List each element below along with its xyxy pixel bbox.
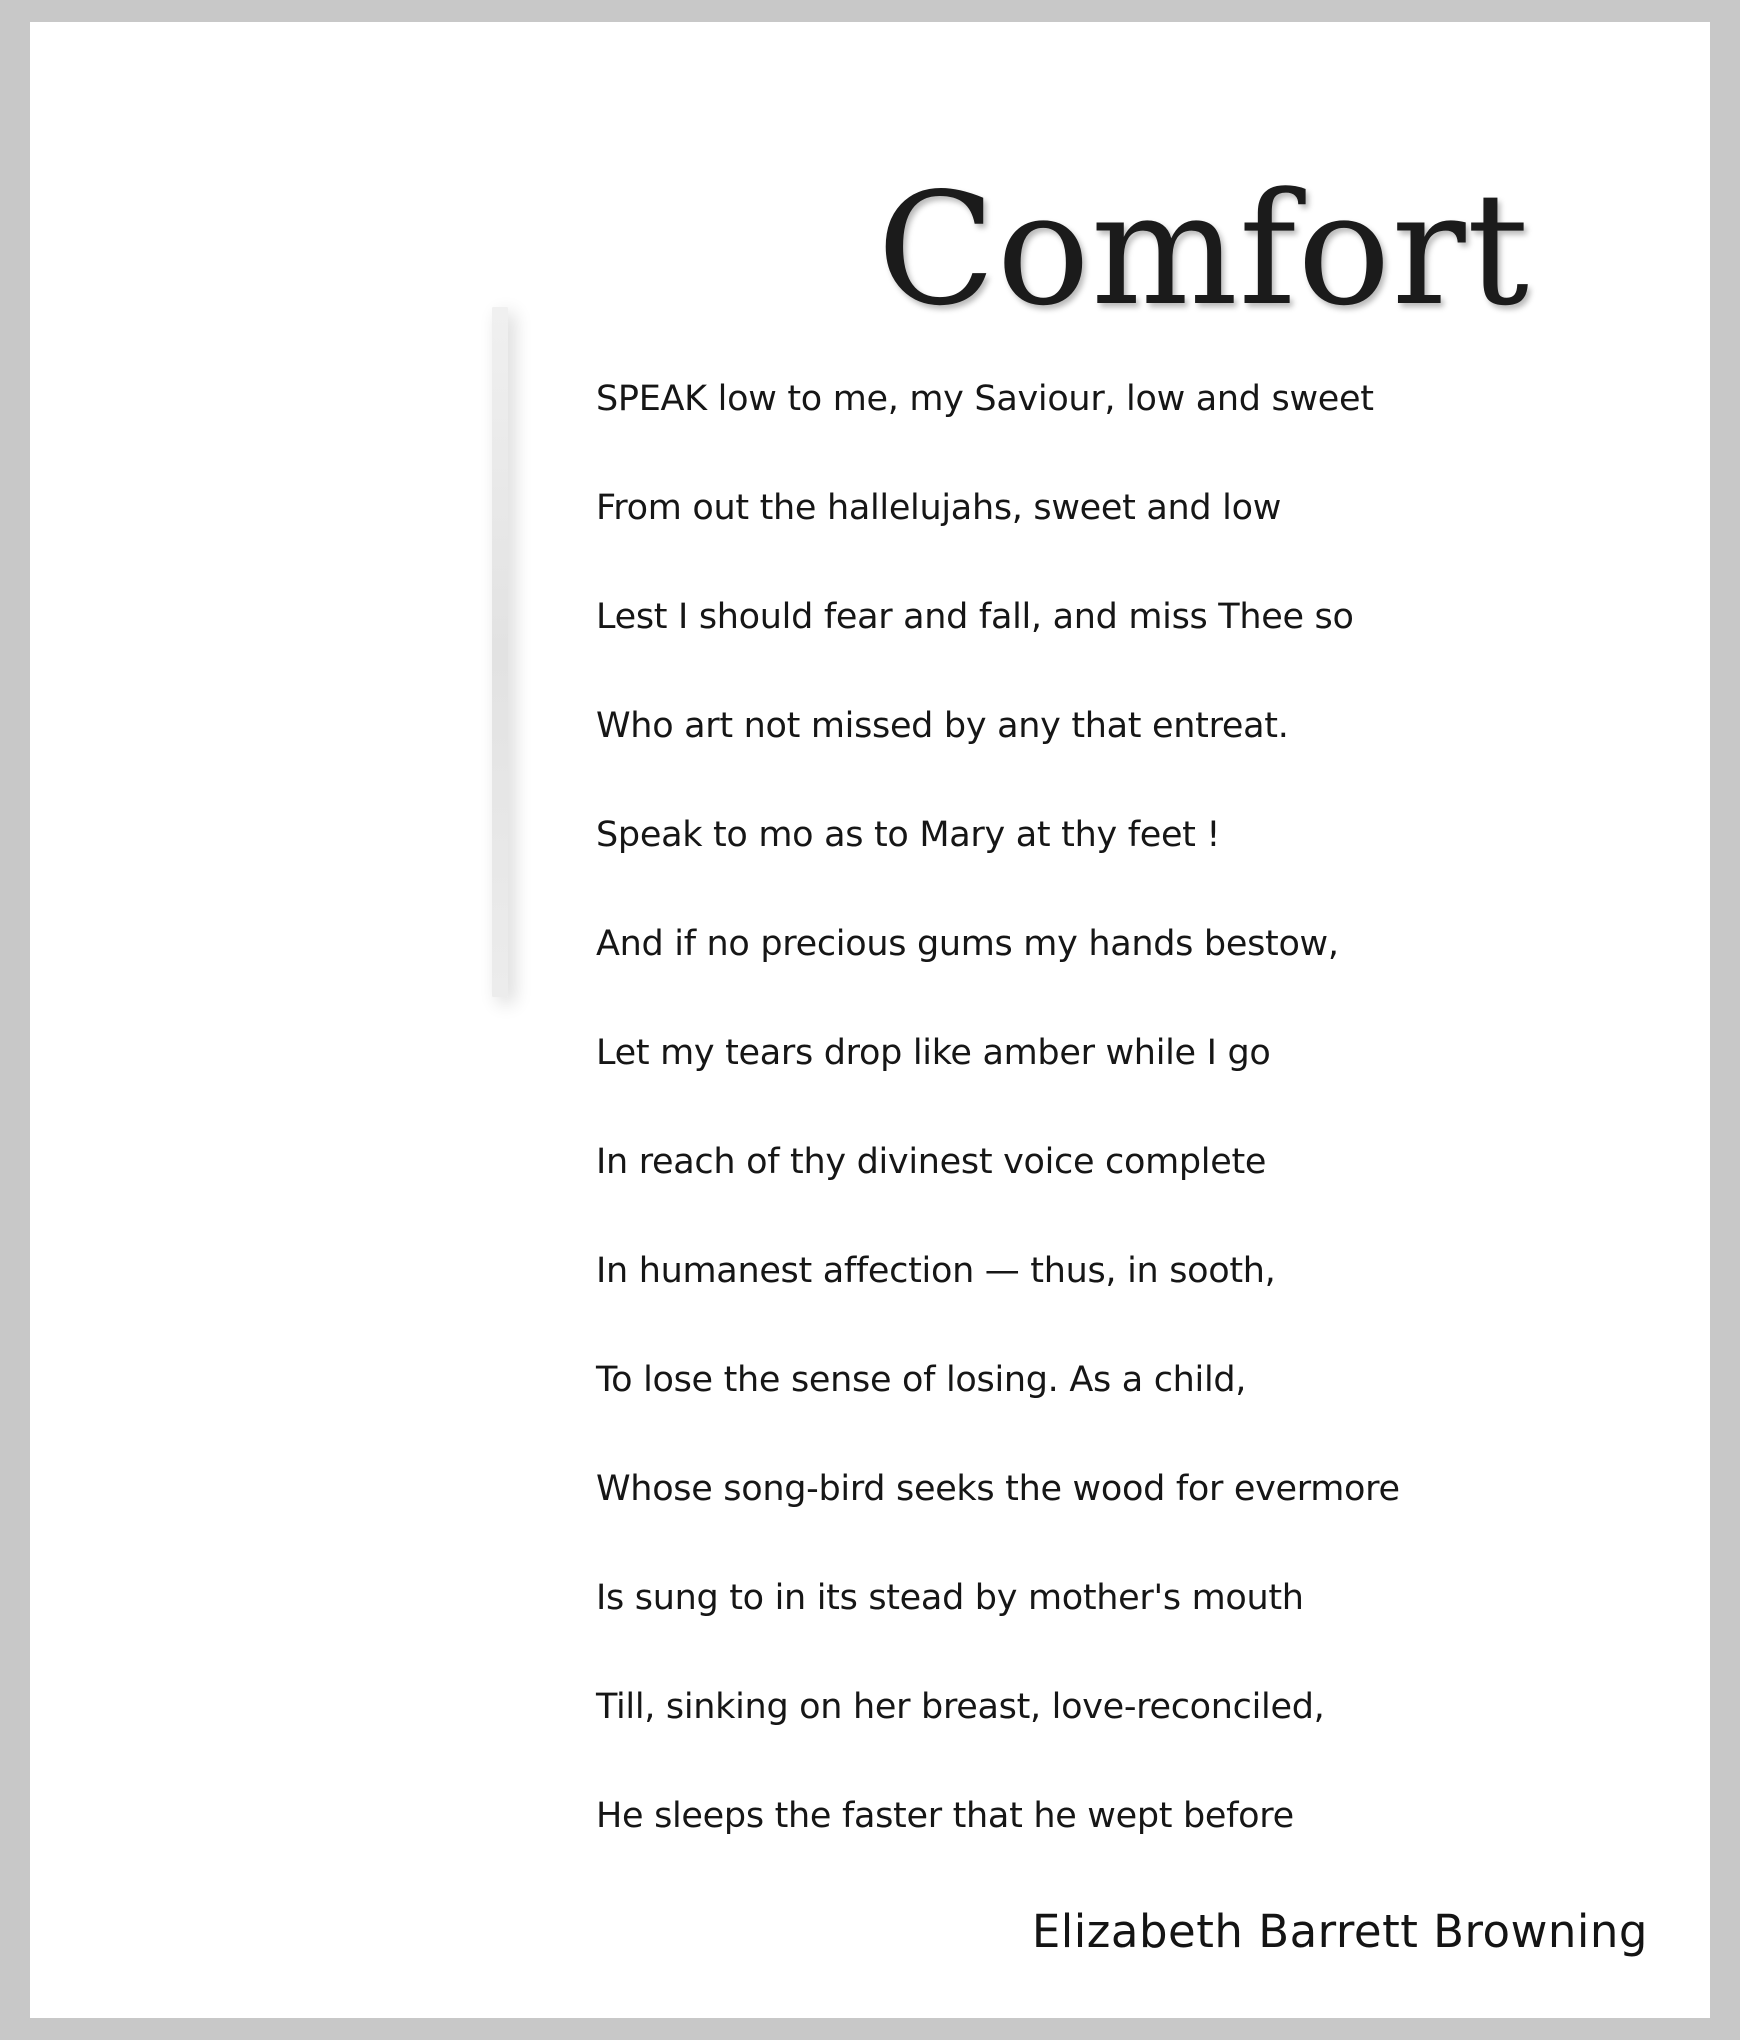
poem-line: He sleeps the faster that he wept before (596, 1796, 1294, 1836)
poem-line: SPEAK low to me, my Saviour, low and sweet (596, 379, 1374, 419)
poem-line: In reach of thy divinest voice complete (596, 1142, 1267, 1182)
poem-line: To lose the sense of losing. As a child, (596, 1360, 1247, 1400)
poem-line: Whose song-bird seeks the wood for evermore (596, 1469, 1400, 1509)
poem-body (596, 379, 1656, 1908)
poem-line: Lest I should fear and fall, and miss Thee so (596, 597, 1354, 637)
author-credit: Elizabeth Barrett Browning (1031, 1905, 1648, 1958)
poem-line: In humanest affection — thus, in sooth, (596, 1251, 1276, 1291)
poem-line: Till, sinking on her breast, love-reconciled, (596, 1687, 1325, 1727)
poem-line: Speak to mo as to Mary at thy feet ! (596, 815, 1221, 855)
poem-line: Let my tears drop like amber while I go (596, 1033, 1271, 1073)
poem-line: Is sung to in its stead by mother's mouth (596, 1578, 1304, 1618)
poem-line: And if no precious gums my hands bestow, (596, 924, 1339, 964)
poem-line: Who art not missed by any that entreat. (596, 706, 1289, 746)
page-title: Comfort (877, 159, 1530, 340)
decorative-accent-bar (492, 307, 508, 997)
poem-line: From out the hallelujahs, sweet and low (596, 488, 1282, 528)
poem-poster (30, 22, 1710, 2018)
